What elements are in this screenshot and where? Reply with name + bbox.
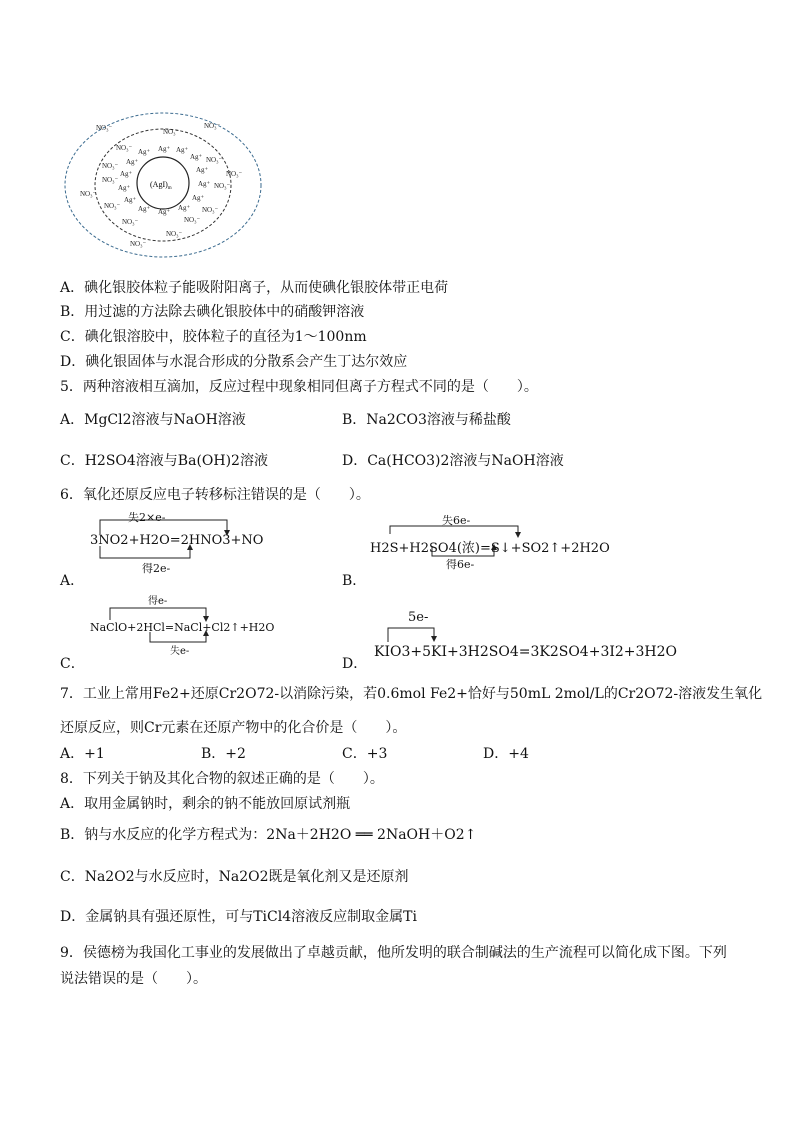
svg-text:Ag⁺: Ag⁺ bbox=[190, 153, 203, 161]
q6-option-b-equation bbox=[370, 510, 610, 570]
svg-text:Ag⁺: Ag⁺ bbox=[178, 204, 191, 212]
q5-option-d: D．Ca(HCO3)2溶液与NaOH溶液 bbox=[342, 453, 564, 469]
svg-text:NO₃⁻: NO₃⁻ bbox=[116, 144, 133, 152]
svg-text:NO₃⁻: NO₃⁻ bbox=[226, 170, 243, 178]
svg-text:NO₃⁻: NO₃⁻ bbox=[130, 240, 147, 248]
q5-stem: 5．两种溶液相互滴加，反应过程中现象相同但离子方程式不同的是（ ）。 bbox=[60, 379, 538, 395]
q4-option-c: C．碘化银溶胶中，胶体粒子的直径为1～100nm bbox=[60, 329, 367, 345]
svg-text:NO₃⁻: NO₃⁻ bbox=[184, 216, 201, 224]
q4-option-b: B．用过滤的方法除去碘化银胶体中的硝酸钾溶液 bbox=[60, 304, 365, 320]
q7-stem-line2: 还原反应，则Cr元素在还原产物中的化合价是（ ）。 bbox=[60, 720, 407, 736]
svg-text:Ag⁺: Ag⁺ bbox=[138, 148, 151, 156]
q6-a-eq: 3NO2+H2O=2HNO3+NO bbox=[90, 533, 264, 548]
svg-text:Ag⁺: Ag⁺ bbox=[158, 145, 171, 153]
q8-option-c: C．Na2O2与水反应时，Na2O2既是氧化剂又是还原剂 bbox=[60, 869, 409, 885]
q8-option-d: D．金属钠具有强还原性，可与TiCl4溶液反应制取金属Ti bbox=[60, 909, 417, 925]
q6-d-label: D． bbox=[342, 656, 368, 672]
q6-a-top-label: 失2×e- bbox=[128, 511, 166, 524]
svg-text:NO₃⁻: NO₃⁻ bbox=[204, 122, 221, 130]
q6-b-eq: H2S+H2SO4(浓)=S↓+SO2↑+2H2O bbox=[370, 541, 610, 556]
q9-stem-line1: 9．侯德榜为我国化工事业的发展做出了卓越贡献，他所发明的联合制碱法的生产流程可以简化成下图。下列 bbox=[60, 945, 727, 961]
svg-text:Ag⁺: Ag⁺ bbox=[158, 208, 171, 216]
q9-stem-line2: 说法错误的是（ ）。 bbox=[60, 971, 207, 987]
agi-colloid-diagram bbox=[60, 110, 265, 260]
svg-text:NO₃⁻: NO₃⁻ bbox=[214, 182, 231, 190]
svg-text:NO₃⁻: NO₃⁻ bbox=[102, 176, 119, 184]
q6-option-a-equation bbox=[90, 510, 264, 575]
svg-text:NO₃⁻: NO₃⁻ bbox=[202, 206, 219, 214]
q6-d-top-label: 5e- bbox=[408, 610, 429, 625]
q6-c-label: C． bbox=[60, 656, 85, 672]
q5-option-a: A．MgCl2溶液与NaOH溶液 bbox=[60, 412, 246, 428]
q4-option-d: D．碘化银固体与水混合形成的分散系会产生丁达尔效应 bbox=[60, 354, 408, 370]
svg-text:NO₃⁻: NO₃⁻ bbox=[166, 230, 183, 238]
q6-stem: 6．氧化还原反应电子转移标注错误的是（ ）。 bbox=[60, 487, 370, 503]
svg-text:NO₃⁻: NO₃⁻ bbox=[206, 156, 223, 164]
svg-text:Ag⁺: Ag⁺ bbox=[198, 180, 211, 188]
svg-text:Ag⁺: Ag⁺ bbox=[118, 184, 131, 192]
q7-option-d: D．+4 bbox=[483, 746, 529, 762]
q6-c-bottom-label: 失e- bbox=[170, 646, 190, 657]
q8-stem: 8．下列关于钠及其化合物的叙述正确的是（ ）。 bbox=[60, 771, 384, 787]
q8-option-a: A．取用金属钠时，剩余的钠不能放回原试剂瓶 bbox=[60, 796, 351, 812]
svg-text:Ag⁺: Ag⁺ bbox=[120, 170, 133, 178]
q6-option-d-equation bbox=[374, 606, 678, 662]
q6-b-bottom-label: 得6e- bbox=[446, 558, 475, 571]
q7-option-b: B．+2 bbox=[201, 746, 246, 762]
q6-option-c-equation bbox=[90, 592, 275, 657]
q7-stem-line1: 7．工业上常用Fe2+还原Cr2O72-以消除污染，若0.6mol Fe2+恰好与50mL 2mol/L的Cr2O72-溶液发生氧化 bbox=[60, 686, 763, 702]
q8-option-b: B．钠与水反应的化学方程式为：2Na＋2H2O ══ 2NaOH＋O2↑ bbox=[60, 827, 477, 843]
q5-option-b: B．Na2CO3溶液与稀盐酸 bbox=[342, 412, 511, 428]
core-label: $(AgI)_m$ bbox=[150, 180, 172, 191]
svg-text:Ag⁺: Ag⁺ bbox=[126, 158, 139, 166]
q7-option-c: C．+3 bbox=[342, 746, 388, 762]
q6-b-top-label: 失6e- bbox=[442, 514, 471, 527]
q5-option-c: C．H2SO4溶液与Ba(OH)2溶液 bbox=[60, 453, 268, 469]
svg-text:NO₃⁻: NO₃⁻ bbox=[96, 124, 113, 132]
q4-option-a: A．碘化银胶体粒子能吸附阳离子，从而使碘化银胶体带正电荷 bbox=[60, 280, 449, 296]
svg-text:NO₃⁻: NO₃⁻ bbox=[122, 218, 139, 226]
q6-c-top-label: 得e- bbox=[148, 596, 168, 607]
q7-option-a: A．+1 bbox=[60, 746, 105, 762]
svg-text:Ag⁺: Ag⁺ bbox=[196, 166, 209, 174]
svg-text:NO₃⁻: NO₃⁻ bbox=[163, 128, 180, 136]
q6-d-eq: KIO3+5KI+3H2SO4=3K2SO4+3I2+3H2O bbox=[374, 644, 678, 660]
q6-c-eq: NaClO+2HCl=NaCl+Cl2↑+H2O bbox=[90, 621, 275, 634]
svg-text:Ag⁺: Ag⁺ bbox=[176, 146, 189, 154]
q6-b-label: B． bbox=[342, 573, 367, 589]
svg-text:Ag⁺: Ag⁺ bbox=[124, 196, 137, 204]
svg-text:Ag⁺: Ag⁺ bbox=[192, 194, 205, 202]
svg-text:NO₃⁻: NO₃⁻ bbox=[102, 162, 119, 170]
q6-a-label: A． bbox=[60, 573, 85, 589]
svg-text:NO₃⁻: NO₃⁻ bbox=[104, 202, 121, 210]
q6-a-bottom-label: 得2e- bbox=[142, 562, 171, 575]
svg-text:NO₃⁻: NO₃⁻ bbox=[80, 190, 97, 198]
svg-text:Ag⁺: Ag⁺ bbox=[138, 205, 151, 213]
